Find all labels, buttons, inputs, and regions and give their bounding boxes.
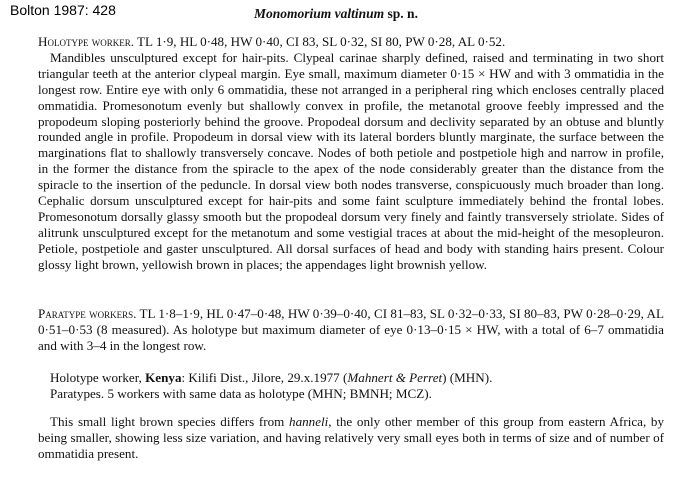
holotype-material-line bbox=[50, 370, 664, 386]
holotype-collectors: Mahnert & Perret bbox=[347, 370, 443, 385]
paratype-text: TL 1·8–1·9, HL 0·47–0·48, HW 0·39–0·40, CI 81–83, SL 0·32–0·33, SI 80–83, PW 0·28–0·29, AL 0·51–0·53 (8 measured). As holotype but maximum diameter of eye 0·13–0·15 × HW, with a total of 6–7 ommatidia and with 3–4 in the longest row. bbox=[38, 306, 664, 353]
material-section bbox=[50, 370, 664, 402]
species-title bbox=[254, 6, 418, 22]
paratype-heading: Paratype workers. bbox=[38, 306, 137, 321]
paratype-paragraph bbox=[38, 306, 664, 354]
paratype-section bbox=[38, 306, 664, 354]
diagnosis-compared-species: hanneli bbox=[289, 414, 329, 429]
species-status: sp. n. bbox=[387, 6, 418, 21]
diagnosis-text-after: , the only other member of this group from eastern Africa, by being smaller, showing less size variation, and having relatively very small eyes both in terms of size and of number of ommatidia present. bbox=[38, 414, 665, 461]
diagnosis-section bbox=[38, 414, 664, 462]
holotype-material-prefix: Holotype worker, bbox=[50, 370, 142, 385]
holotype-description: Mandibles unsculptured except for hair-pits. Clypeal carinae sharply defined, raised and terminating in two short triangular teeth at the anterior clypeal margin. Eye small, maximum diameter 0·15 × HW and with 3 ommatidia in the longest row. Entire eye with only 6 ommatidia, these not arranged in a peripheral ring which encloses centrally placed ommatidia. Promesonotum evenly but shallowly convex in profile, the metanotal groove feebly impressed and the propodeum sloping posteriorly behind the groove. Propodeal dorsum and declivity separated by an obtuse and bluntly rounded angle in profile. Propodeum in dorsal view with its lateral borders bluntly marginate, the surface between the marginations flat to shallowly transversely concave. Nodes of both petiole and postpetiole high and narrow in profile, in the former the distance from the spiracle to the apex of the node considerably greater than the distance from the spiracle to the insertion of the peduncle. In dorsal view both nodes transverse, conspicuously much broader than long. Cephalic dorsum unsculptured except for hair-pits and some faint sculpture immediately behind the frontal lobes. Promesonotum dorsally glassy smooth but the propodeal dorsum very finely and faintly transversely striolate. Sides of alitrunk unsculptured except for the metanotum and some vestigial traces at about the mid-height of the mesopleuron. Petiole, postpetiole and gaster unsculptured. All dorsal surfaces of head and body with standing hairs present. Colour glossy light brown, yellowish brown in places; the appendages light brownish yellow. bbox=[38, 49, 664, 272]
holotype-measurements: TL 1·9, HL 0·48, HW 0·40, CI 83, SL 0·32, SI 80, PW 0·28, AL 0·52. bbox=[137, 34, 506, 49]
paratypes-material-line: Paratypes. 5 workers with same data as holotype (MHN; BMNH; MCZ). bbox=[50, 385, 432, 401]
citation: Bolton 1987: 428 bbox=[10, 2, 116, 18]
diagnosis-paragraph bbox=[38, 414, 664, 462]
holotype-heading: Holotype worker. bbox=[38, 34, 134, 49]
diagnosis-text-before: This small light brown species differs from bbox=[50, 414, 285, 429]
holotype-depository: ) (MHN). bbox=[442, 370, 493, 385]
holotype-locality: : Kilifi Dist., Jilore, 29.x.1977 ( bbox=[181, 370, 348, 385]
holotype-measurements-line bbox=[38, 34, 664, 50]
holotype-section bbox=[38, 34, 664, 273]
species-name: Monomorium valtinum bbox=[254, 6, 385, 21]
holotype-country: Kenya bbox=[145, 370, 182, 385]
